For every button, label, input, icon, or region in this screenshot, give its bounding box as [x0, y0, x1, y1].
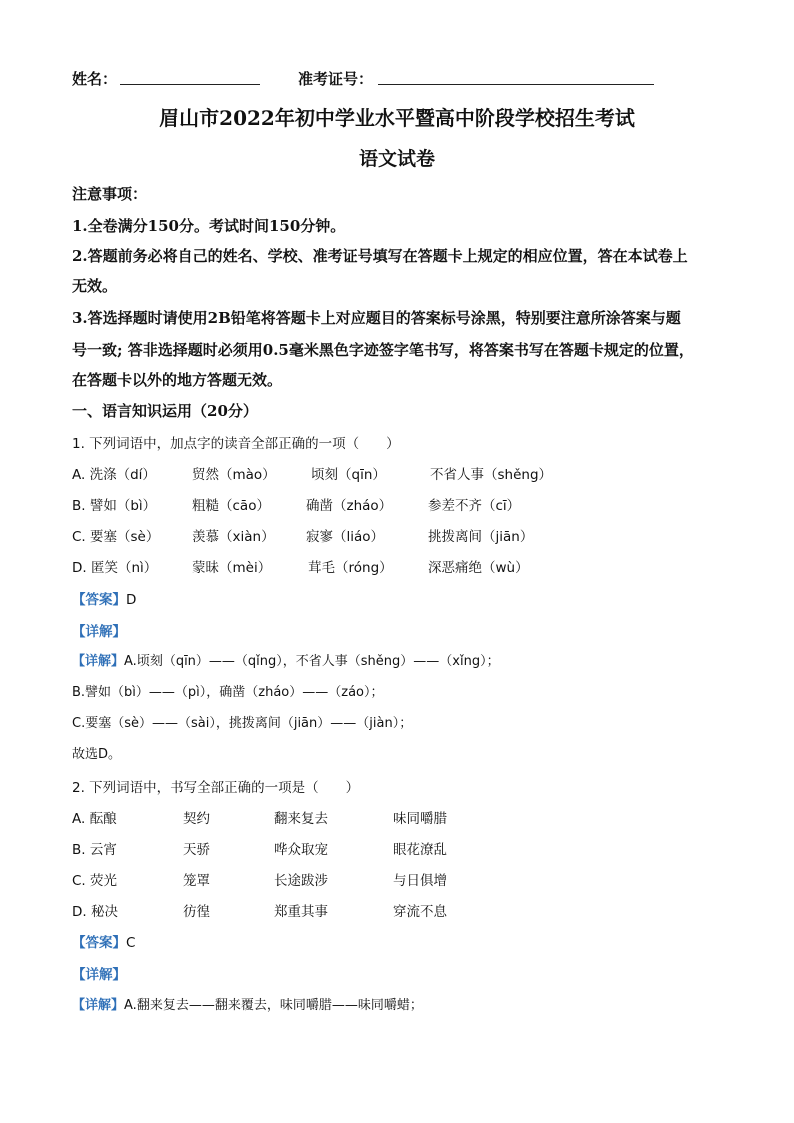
- answer-tag: 【答案】: [72, 935, 126, 951]
- option-b-item: 天骄: [183, 842, 210, 858]
- detail-heading: 【详解】: [72, 624, 126, 640]
- answer-line: [72, 931, 135, 951]
- option-a-item: 不省人事（shěng）: [430, 467, 553, 483]
- option-a-item: 契约: [183, 811, 210, 827]
- exam-title: 眉山市2022年初中学业水平暨高中阶段学校招生考试: [159, 106, 635, 130]
- option-b-item: 眼花潦乱: [393, 842, 447, 858]
- option-d[interactable]: D. 匿笑（nì）: [72, 560, 158, 576]
- detail-tag: 【详解】: [72, 998, 125, 1013]
- option-a-item: 顷刻（qīn）: [311, 467, 386, 483]
- notice-line: 3.答选择题时请使用2B铅笔将答题卡上对应题目的答案标号涂黑，特别要注意所涂答案与题: [72, 309, 681, 327]
- question-stem: 1. 下列词语中，加点字的读音全部正确的一项（ ）: [72, 436, 400, 452]
- notice-line: 在答题卡以外的地方答题无效。: [72, 371, 283, 389]
- option-c-item: 与日俱增: [393, 873, 447, 889]
- option-c[interactable]: C. 要塞（sè）: [72, 529, 160, 545]
- option-b[interactable]: B. 譬如（bì）: [72, 498, 157, 514]
- detail-line: C.要塞（sè）——（sài），挑拨离间（jiān）——（jiàn）；: [72, 716, 413, 731]
- detail-line: 【详解】A.顷刻（qīn）——（qǐng），不省人事（shěng）——（xǐng）；: [72, 654, 500, 669]
- option-b[interactable]: B. 云宵: [72, 842, 117, 858]
- detail-line: B.譬如（bì）——（pì），确凿（zháo）——（záo）；: [72, 685, 384, 700]
- option-c-item: 笼罩: [183, 873, 210, 889]
- option-a[interactable]: A. 酝酿: [72, 811, 117, 827]
- option-a[interactable]: A. 洗涤（dí）: [72, 467, 156, 483]
- section-heading: 一、语言知识运用（20分）: [72, 402, 258, 420]
- question-stem: 2. 下列词语中，书写全部正确的一项是（ ）: [72, 780, 360, 796]
- option-d[interactable]: D. 秘决: [72, 904, 118, 920]
- option-b-item: 参差不齐（cī）: [428, 498, 521, 514]
- answer-line: [72, 588, 136, 608]
- answer-tag: 【答案】: [72, 592, 126, 608]
- option-b-item: 粗糙（cāo）: [192, 498, 270, 514]
- option-b-item: 哗众取宠: [274, 842, 328, 858]
- option-a-item: 翻来复去: [274, 811, 328, 827]
- id-field[interactable]: [378, 84, 654, 85]
- option-c-item: 寂寥（liáo）: [306, 529, 385, 545]
- option-d-item: 穿流不息: [393, 904, 447, 920]
- name-label: 姓名：: [72, 70, 118, 88]
- option-d-item: 蒙昧（mèi）: [192, 560, 272, 576]
- notice-line: 号一致; 答非选择题时必须用0.5毫米黑色字迹签字笔书写，将答案书写在答题卡规定的位置，: [72, 341, 694, 359]
- answer-value: C: [126, 935, 136, 951]
- detail-tag: 【详解】: [72, 654, 125, 669]
- detail-line: 故选D。: [72, 747, 122, 762]
- option-d-item: 郑重其事: [274, 904, 328, 920]
- option-d-item: 茸毛（róng）: [308, 560, 393, 576]
- option-a-item: 味同嚼腊: [393, 811, 447, 827]
- option-c-item: 挑拨离间（jiān）: [428, 529, 534, 545]
- notice-line: 1.全卷满分150分。考试时间150分钟。: [72, 217, 346, 235]
- detail-heading: 【详解】: [72, 967, 126, 983]
- exam-subtitle: 语文试卷: [358, 148, 435, 170]
- option-a-item: 贸然（mào）: [192, 467, 276, 483]
- notice-heading: 注意事项：: [72, 185, 148, 203]
- option-d-item: 深恶痛绝（wù）: [428, 560, 529, 576]
- id-label: 准考证号：: [298, 70, 374, 88]
- notice-line: 2.答题前务必将自己的姓名、学校、准考证号填写在答题卡上规定的相应位置，答在本试卷上: [72, 247, 688, 265]
- option-b-item: 确凿（zháo）: [306, 498, 393, 514]
- detail-line: 【详解】A.翻来复去——翻来覆去，味同嚼腊——味同嚼蜡；: [72, 998, 423, 1013]
- name-field[interactable]: [120, 84, 260, 85]
- option-c[interactable]: C. 荧光: [72, 873, 118, 889]
- answer-value: D: [126, 592, 137, 608]
- option-c-item: 长途跋涉: [274, 873, 328, 889]
- option-c-item: 羡慕（xiàn）: [192, 529, 275, 545]
- notice-line: 无效。: [72, 277, 118, 295]
- option-d-item: 彷徨: [183, 904, 210, 920]
